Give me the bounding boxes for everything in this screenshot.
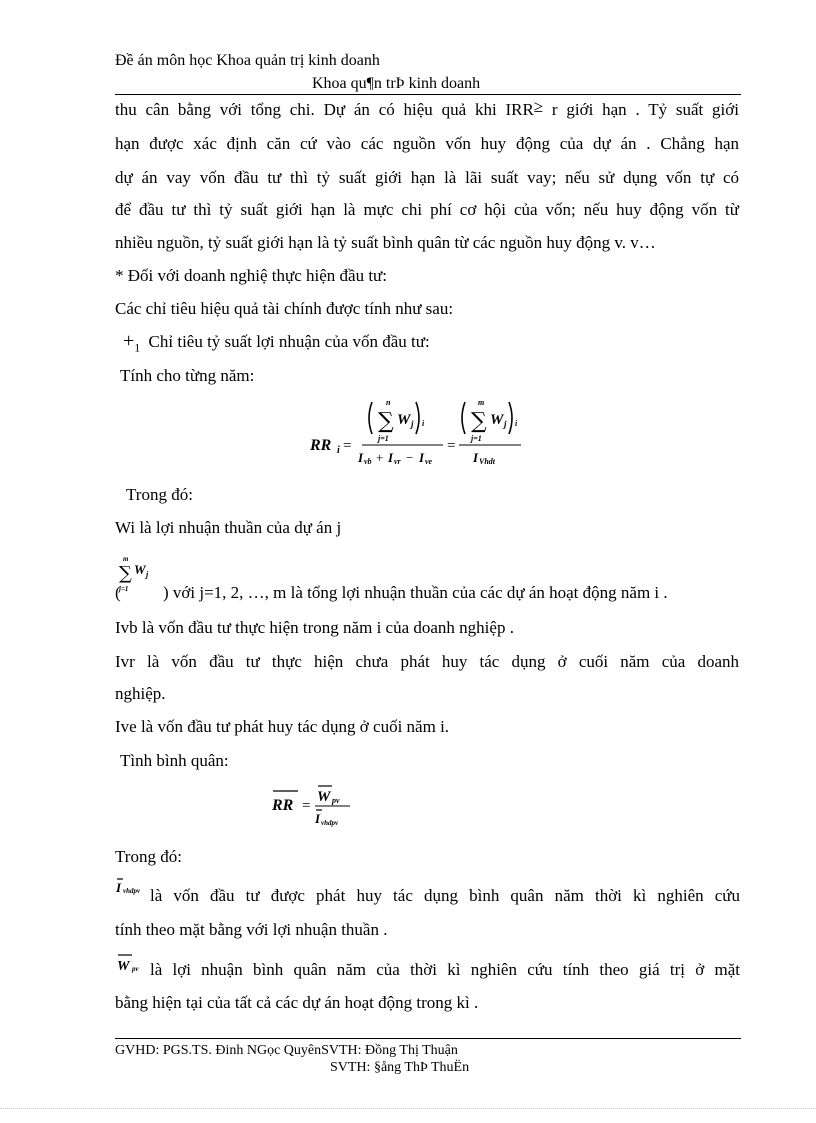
- denom-ive-sub: ve: [425, 457, 433, 466]
- body-paragraph-line: [115, 97, 739, 120]
- denominator-i: I: [315, 811, 321, 826]
- sum-open-paren: (: [115, 583, 121, 602]
- ive-definition: Ive là vốn đầu tư phát huy tác dụng ở cuối năm i.: [115, 717, 450, 736]
- outer-sub: i: [515, 419, 518, 428]
- page-bottom-edge: [0, 1108, 816, 1109]
- formula-equals: =: [302, 798, 311, 814]
- sum-term: W: [397, 412, 411, 428]
- formula-rr-per-year: [308, 396, 528, 468]
- formula-lhs: RR: [310, 437, 332, 454]
- sum-term-sub: j: [146, 570, 149, 579]
- sum-lower: j=1: [378, 434, 389, 443]
- numerator-sub: pv: [332, 796, 340, 805]
- sum-sign: ∑: [378, 409, 394, 434]
- paren-left: [462, 402, 465, 434]
- sum-term-sub: j: [411, 419, 414, 429]
- text-run: thu cân bằng với tổng chi. Dự án có hiệu quả khi IRR: [115, 100, 534, 119]
- formula-equals-2: =: [447, 438, 456, 454]
- sum-term: W: [134, 562, 146, 577]
- sum-lower: j=1: [119, 585, 129, 593]
- footer-supervisor: GVHD: PGS.TS. Đinh NGọc QuyênSVTH: Đồng Thị Thuận: [115, 1043, 458, 1058]
- w-bar-sub: pv: [132, 965, 139, 973]
- indicators-intro: Các chỉ tiêu hiệu quả tài chính được tính như sau:: [115, 299, 454, 318]
- bullet-text: Chỉ tiêu tỷ suất lợi nhuận của vốn đầu tư:: [148, 332, 430, 351]
- sum-sign: ∑: [119, 563, 132, 584]
- i-bar-definition-cont: tính theo mặt bằng với lợi nhuận thuần .: [115, 920, 388, 939]
- footer-rule: [115, 1038, 741, 1039]
- header-course-title: Đề án môn học Khoa quản trị kinh doanh: [115, 52, 380, 69]
- sum-upper: n: [386, 398, 391, 407]
- sum-definition: ) với j=1, 2, …, m là tổng lợi nhuận thuần của các dự án hoạt động năm i .: [163, 583, 668, 602]
- formula-equals: =: [343, 438, 352, 454]
- average-label: Tình bình quân:: [120, 751, 229, 770]
- bullet-number: 1: [134, 340, 141, 355]
- ivr-definition: Ivr là vốn đầu tư thực hiện chưa phát huy tác dụng ở cuối năm của doanh: [115, 652, 739, 671]
- w-bar-definition: là lợi nhuận bình quân năm của thời kì nghiên cứu tính theo giá trị ở mặt: [150, 960, 740, 979]
- text-run: r giới hạn . Tỷ suất giới: [543, 100, 739, 119]
- i-bar-definition: là vốn đầu tư được phát huy tác dụng bình quân năm thời kì nghiên cứu: [150, 886, 740, 905]
- ivb-definition: Ivb là vốn đầu tư thực hiện trong năm i của doanh nghiệp .: [115, 618, 514, 637]
- denom-ivhdt-sub: Vhdt: [479, 457, 496, 466]
- denom-ivr: I: [388, 450, 394, 465]
- denom-minus: −: [406, 450, 414, 465]
- sum-sign: ∑: [471, 409, 487, 434]
- i-bar-symbol: I: [116, 880, 122, 895]
- body-paragraph-line: hạn được xác định căn cứ vào các nguồn vốn huy động của dự án . Chẳng hạn: [115, 134, 739, 153]
- denom-ive: I: [419, 450, 425, 465]
- sum-lower: j=1: [471, 434, 482, 443]
- body-paragraph-line: dự án vay vốn đầu tư thì tỷ suất giới hạn là lãi suất vay; nếu sử dụng vốn tự có: [115, 168, 739, 187]
- header-rule: [115, 94, 741, 95]
- footer-student: SVTH: §ång ThÞ ThuËn: [330, 1060, 470, 1075]
- plus-bullet-icon: +: [123, 330, 135, 352]
- w-bar-definition-cont: bằng hiện tại của tất cả các dự án hoạt động trong kì .: [115, 993, 479, 1012]
- sum-upper: m: [123, 555, 129, 563]
- enterprise-heading: * Đối với doanh nghiệ thực hiện đầu tư:: [115, 266, 387, 285]
- paren-right: [509, 402, 512, 434]
- formula-lhs: RR: [272, 797, 294, 814]
- where-label: Trong đó:: [115, 847, 182, 866]
- bullet-item-profit-rate: [123, 331, 430, 357]
- denom-ivr-sub: vr: [394, 457, 401, 466]
- denom-plus: +: [376, 450, 384, 465]
- formula-lhs-sub: i: [337, 445, 340, 456]
- denominator-sub: vhdpv: [321, 819, 339, 827]
- denom-ivb-sub: vb: [364, 457, 372, 466]
- where-label: Trong đó:: [126, 485, 193, 504]
- formula-rr-average: [270, 782, 380, 830]
- sum-upper: m: [478, 398, 485, 407]
- sum-term: W: [490, 412, 504, 428]
- body-paragraph-line: nhiều nguồn, tỷ suất giới hạn là tỷ suất bình quân từ các nguồn huy động v. v…: [115, 233, 656, 252]
- sum-term-sub: j: [504, 419, 507, 429]
- i-bar-sub: vhdpv: [123, 887, 141, 895]
- paren-left: [369, 402, 372, 434]
- formula-sum-inline: [117, 554, 167, 598]
- ivr-definition-cont: nghiệp.: [115, 684, 166, 703]
- per-year-label: Tính cho từng năm:: [120, 366, 255, 385]
- w-bar-symbol: W: [117, 959, 130, 974]
- outer-sub: i: [422, 419, 425, 428]
- header-faculty-title: Khoa qu¶n trÞ kinh doanh: [312, 75, 481, 92]
- wi-definition: Wi là lợi nhuận thuần của dự án j: [115, 518, 342, 537]
- numerator-w: W: [317, 789, 331, 805]
- paren-right: [416, 402, 419, 434]
- denom-ivhdt: I: [473, 450, 479, 465]
- body-paragraph-line: để đầu tư thì tỷ suất giới hạn là mực chi phí cơ hội của vốn; nếu huy động vốn từ: [115, 200, 739, 219]
- greater-equal-sign: ≥: [533, 97, 544, 116]
- denom-ivb: I: [358, 450, 364, 465]
